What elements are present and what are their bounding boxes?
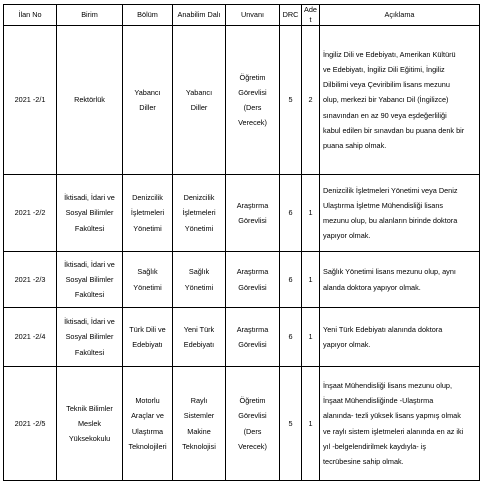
cell-line: Fakültesi	[74, 347, 105, 357]
cell-unvani	[226, 252, 280, 308]
cell-anabilim-dali	[173, 175, 226, 252]
cell-unvani	[226, 26, 280, 175]
cell-anabilim-dali	[173, 26, 226, 175]
cell-line: olup, merkezi bir Yabancı Dil (İngilizce)	[323, 95, 449, 105]
cell-line: İnşaat Mühendisliğinde -Ulaştırma	[323, 396, 434, 406]
cell-line: Diller	[139, 103, 156, 112]
cell-line: Rektörlük	[74, 95, 105, 105]
cell-ilan-no: 2021 -2/1	[4, 26, 57, 175]
cell-line: İktisadi, İdari ve	[64, 259, 115, 269]
cell-bolum	[123, 367, 173, 481]
cell-line: Sağlık	[188, 267, 210, 277]
cell-line: Meslek	[77, 418, 102, 428]
cell-line: yapıyor olmak.	[323, 231, 371, 241]
cell-line: mezunu olup, bu alanların birinde doktora	[323, 216, 458, 225]
table-row	[4, 367, 480, 481]
cell-line: Görevlisi	[238, 282, 267, 292]
cell-adet: 1	[302, 308, 320, 367]
cell-adet: 1	[302, 367, 320, 481]
header-aciklama: Açıklama	[320, 5, 480, 26]
cell-line: Yeni Türk Edebiyatı alanında doktora	[323, 324, 443, 334]
cell-line: Yönetimi	[184, 223, 214, 233]
cell-line: yapıyor olmak.	[323, 340, 371, 349]
cell-line: Motorlu	[135, 396, 160, 406]
cell-line: sınavından en az 90 veya eşdeğerliliği	[323, 110, 447, 120]
cell-line: Görevlisi	[238, 216, 267, 225]
cell-drc: 6	[280, 252, 302, 308]
header-adet: Adet	[302, 5, 320, 26]
cell-anabilim-dali	[173, 367, 226, 481]
table-row	[4, 175, 480, 252]
cell-adet: 1	[302, 175, 320, 252]
cell-bolum	[123, 308, 173, 367]
cell-line: Görevlisi	[238, 87, 267, 97]
cell-unvani	[226, 367, 280, 481]
cell-line: alanında- tezli yüksek lisans yapmış olmak	[323, 411, 461, 421]
cell-line: Sistemler	[183, 411, 215, 421]
cell-line: yıl -belgelendirilmek kaydıyla- iş	[323, 441, 427, 451]
table-row	[4, 308, 480, 367]
cell-adet: 1	[302, 252, 320, 308]
cell-line: Yabancı	[185, 87, 213, 97]
header-anabilim-dali: Anabilim Dalı	[173, 5, 226, 26]
cell-line: Araçlar ve	[131, 411, 164, 421]
cell-line: Edebiyatı	[183, 340, 215, 349]
cell-line: Yönetimi	[133, 282, 162, 292]
cell-line: Yönetimi	[133, 223, 162, 233]
cell-drc: 5	[280, 26, 302, 175]
cell-birim	[57, 308, 123, 367]
cell-line: Yönetimi	[184, 282, 214, 292]
cell-birim	[57, 252, 123, 308]
cell-drc: 6	[280, 308, 302, 367]
cell-bolum	[123, 26, 173, 175]
cell-line: Yüksekokulu	[68, 434, 111, 444]
cell-aciklama	[320, 26, 480, 175]
cell-line: Verecek)	[238, 118, 267, 128]
cell-ilan-no: 2021 -2/4	[4, 308, 57, 367]
cell-line: Yabancı	[134, 87, 161, 97]
cell-line: İşletmeleri	[182, 208, 216, 218]
cell-bolum	[123, 175, 173, 252]
cell-line: Denizcilik İşletmeleri Yönetimi veya Deniz	[323, 185, 458, 195]
cell-line: Görevlisi	[238, 411, 267, 421]
header-bolum: Bölüm	[123, 5, 173, 26]
cell-line: İşletmeleri	[130, 208, 165, 218]
cell-line: Görevlisi	[238, 340, 267, 349]
cell-line: (Ders	[243, 426, 262, 436]
cell-ilan-no: 2021 -2/3	[4, 252, 57, 308]
cell-line: Fakültesi	[74, 223, 105, 233]
cell-line: Denizcilik	[183, 193, 215, 203]
job-listings-table	[3, 4, 480, 481]
cell-ilan-no: 2021 -2/2	[4, 175, 57, 252]
cell-line: Denizcilik	[132, 193, 163, 203]
cell-line: Sağlık	[137, 267, 158, 277]
cell-aciklama	[320, 308, 480, 367]
table-row	[4, 252, 480, 308]
cell-line: İngiliz Dili ve Edebiyatı, Amerikan Kültürü	[323, 49, 456, 59]
cell-line: (Ders	[243, 103, 262, 112]
cell-aciklama	[320, 252, 480, 308]
header-ilan-no: İlan No	[4, 5, 57, 26]
cell-line: Verecek)	[238, 441, 267, 451]
cell-unvani	[226, 308, 280, 367]
cell-line: Sosyal Bilimler	[65, 208, 114, 218]
cell-line: Teknolojisi	[182, 441, 216, 451]
cell-line: Araştırma	[236, 324, 269, 334]
cell-line: Teknik Bilimler	[66, 403, 113, 413]
header-unvani: Unvanı	[226, 5, 280, 26]
cell-ilan-no: 2021 -2/5	[4, 367, 57, 481]
table-body	[4, 26, 480, 481]
cell-line: puana sahip olmak.	[323, 141, 387, 150]
cell-birim	[57, 175, 123, 252]
table-row	[4, 26, 480, 175]
cell-line: İktisadi, İdari ve	[64, 193, 115, 203]
cell-aciklama	[320, 367, 480, 481]
cell-line: Ulaştırma	[131, 426, 164, 436]
cell-line: Edebiyatı	[132, 340, 163, 349]
cell-line: ve raylı sistem işletmeleri alanında en az iki	[323, 426, 464, 436]
cell-line: Makine	[187, 426, 211, 436]
cell-line: Raylı	[190, 396, 208, 406]
cell-line: Yeni Türk	[183, 324, 215, 334]
cell-line: İnşaat Mühendisliği lisans mezunu olup,	[323, 380, 452, 390]
cell-line: Öğretim	[239, 72, 266, 82]
cell-aciklama	[320, 175, 480, 252]
cell-drc: 6	[280, 175, 302, 252]
cell-line: Fakültesi	[74, 290, 105, 300]
cell-line: Araştırma	[236, 200, 269, 210]
header-birim: Birim	[57, 5, 123, 26]
cell-line: Sosyal Bilimler	[65, 332, 114, 342]
cell-line: alanda doktora yapıyor olmak.	[323, 282, 421, 292]
cell-line: Teknolojileri	[128, 441, 167, 451]
cell-line: Türk Dili ve	[129, 324, 166, 334]
cell-line: Araştırma	[236, 267, 269, 277]
cell-anabilim-dali	[173, 308, 226, 367]
cell-line: tecrübesine sahip olmak.	[323, 456, 404, 466]
cell-line: Diller	[190, 103, 208, 112]
cell-line: kabul edilen bir sınavdan bu puana denk bir	[323, 125, 465, 135]
cell-line: Ulaştırma İşletme Mühendisliği lisans	[323, 200, 444, 210]
header-row	[4, 5, 480, 26]
cell-drc: 5	[280, 367, 302, 481]
cell-line: Dilbilimi veya Çeviribilim lisans mezunu	[323, 80, 450, 90]
cell-line: ve Edebiyatı, İngiliz Dili Eğitimi, İngiliz	[323, 64, 445, 74]
cell-line: Öğretim	[239, 396, 266, 406]
cell-birim	[57, 26, 123, 175]
header-drc: DRC	[280, 5, 302, 26]
cell-line: İktisadi, İdari ve	[64, 317, 115, 327]
cell-anabilim-dali	[173, 252, 226, 308]
cell-bolum	[123, 252, 173, 308]
cell-line: Sağlık Yönetimi lisans mezunu olup, aynı	[323, 267, 456, 277]
cell-unvani	[226, 175, 280, 252]
cell-line: Sosyal Bilimler	[65, 274, 114, 284]
cell-adet: 2	[302, 26, 320, 175]
cell-birim	[57, 367, 123, 481]
